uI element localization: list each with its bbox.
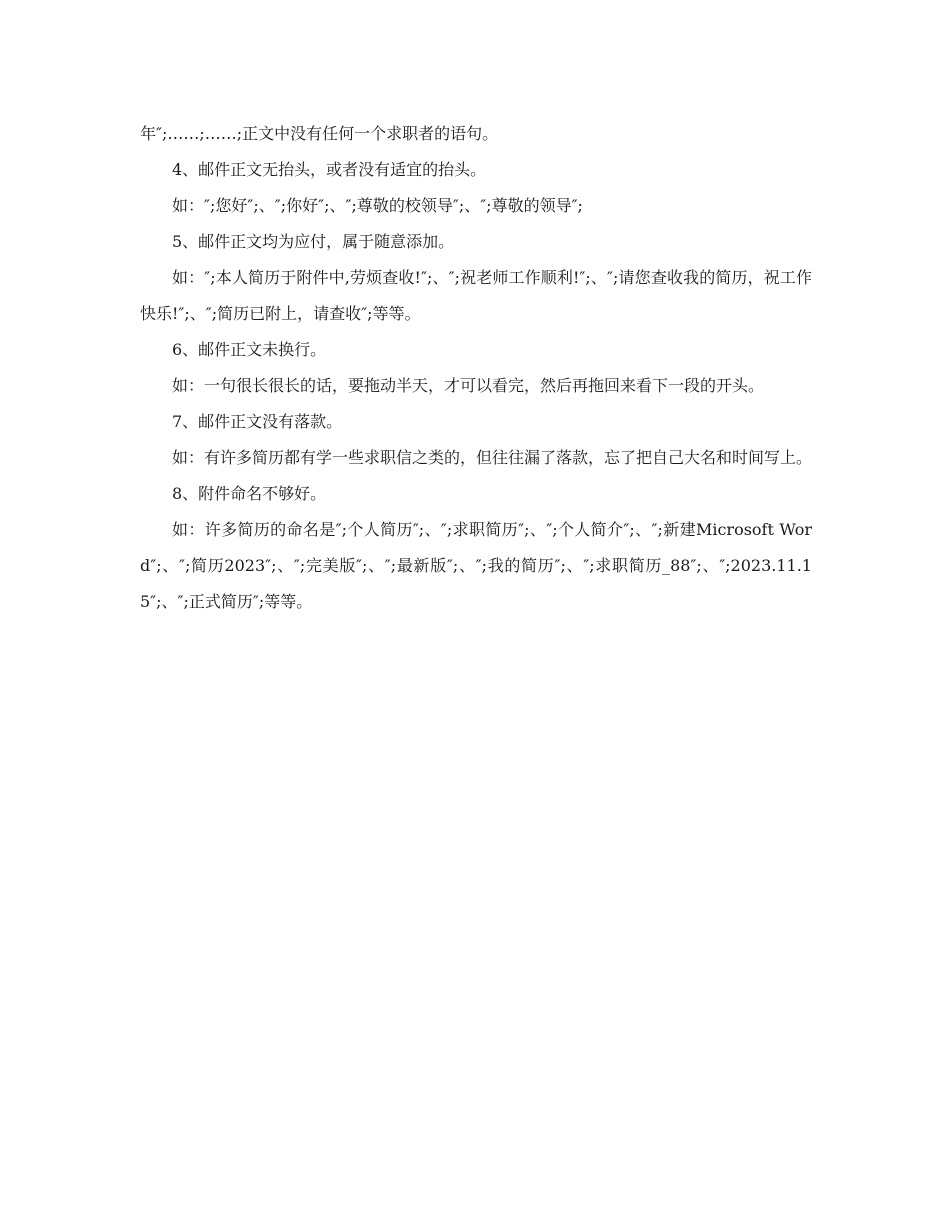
paragraph-item-6-example: 如：一句很长很长的话，要拖动半天，才可以看完，然后再拖回来看下一段的开头。 bbox=[172, 376, 765, 395]
paragraph-item-5-heading: 5、邮件正文均为应付，属于随意添加。 bbox=[172, 232, 455, 251]
paragraph-item-4-heading: 4、邮件正文无抬头，或者没有适宜的抬头。 bbox=[172, 160, 487, 179]
paragraph-item-8-example: 如：许多简历的命名是″;个人简历″;、″;求职简历″;、″;个人简介″;、″;新建Microsoft Word″;、″;简历2023″;、″;完美版″;、″;最新版″;、″;我的简历″;、″;求职简历_88″;、″;2023.11.15″;、″;正式简历″;等等。 bbox=[140, 520, 812, 611]
paragraph-item-5-example: 如：″;本人简历于附件中,劳烦查收!″;、″;祝老师工作顺利!″;、″;请您查收我的简历，祝工作快乐!″;、″;简历已附上，请查收″;等等。 bbox=[140, 268, 812, 323]
paragraph-item-8-heading: 8、附件命名不够好。 bbox=[172, 484, 327, 503]
paragraph-continuation: 年″;……;……;正文中没有任何一个求职者的语句。 bbox=[140, 124, 499, 143]
paragraph-item-7-heading: 7、邮件正文没有落款。 bbox=[172, 412, 343, 431]
paragraph-item-6-heading: 6、邮件正文未换行。 bbox=[172, 340, 327, 359]
paragraph-item-4-example: 如：″;您好″;、″;你好″;、″;尊敬的校领导″;、″;尊敬的领导″; bbox=[172, 196, 583, 215]
document-body bbox=[140, 116, 812, 620]
paragraph-item-7-example: 如：有许多简历都有学一些求职信之类的，但往往漏了落款，忘了把自己大名和时间写上。 bbox=[172, 448, 813, 467]
